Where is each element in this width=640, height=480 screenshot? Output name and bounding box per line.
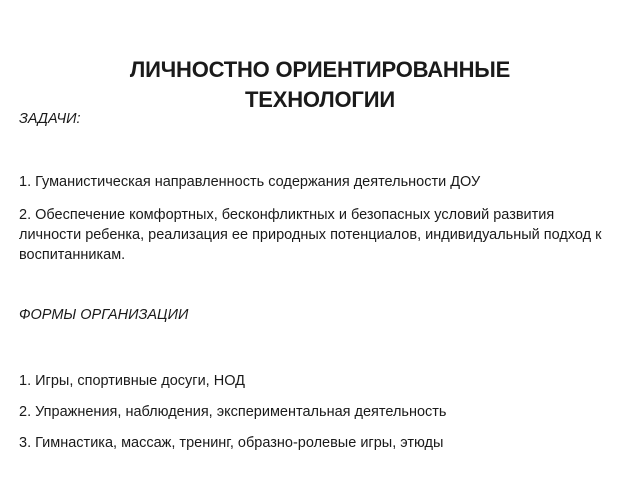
tasks-heading: ЗАДАЧИ: <box>19 111 81 127</box>
form-item-1: 1. Игры, спортивные досуги, НОД <box>19 373 245 389</box>
slide-title-line-1: ЛИЧНОСТНО ОРИЕНТИРОВАННЫЕ <box>129 57 511 82</box>
form-item-2: 2. Упражнения, наблюдения, экспериментальная деятельность <box>19 404 447 420</box>
task-item-2: 2. Обеспечение комфортных, бесконфликтных и безопасных условий развития личности ребенка, реализация ее природных потенциалов, индивидуальный подход к воспитанникам. <box>19 207 602 263</box>
forms-heading: ФОРМЫ ОРГАНИЗАЦИИ <box>19 307 189 323</box>
form-item-3: 3. Гимнастика, массаж, тренинг, образно-ролевые игры, этюды <box>19 435 444 451</box>
task-item-1: 1. Гуманистическая направленность содержания деятельности ДОУ <box>19 174 481 190</box>
slide-title <box>40 55 600 115</box>
slide-title-line-2: ТЕХНОЛОГИИ <box>245 87 395 112</box>
